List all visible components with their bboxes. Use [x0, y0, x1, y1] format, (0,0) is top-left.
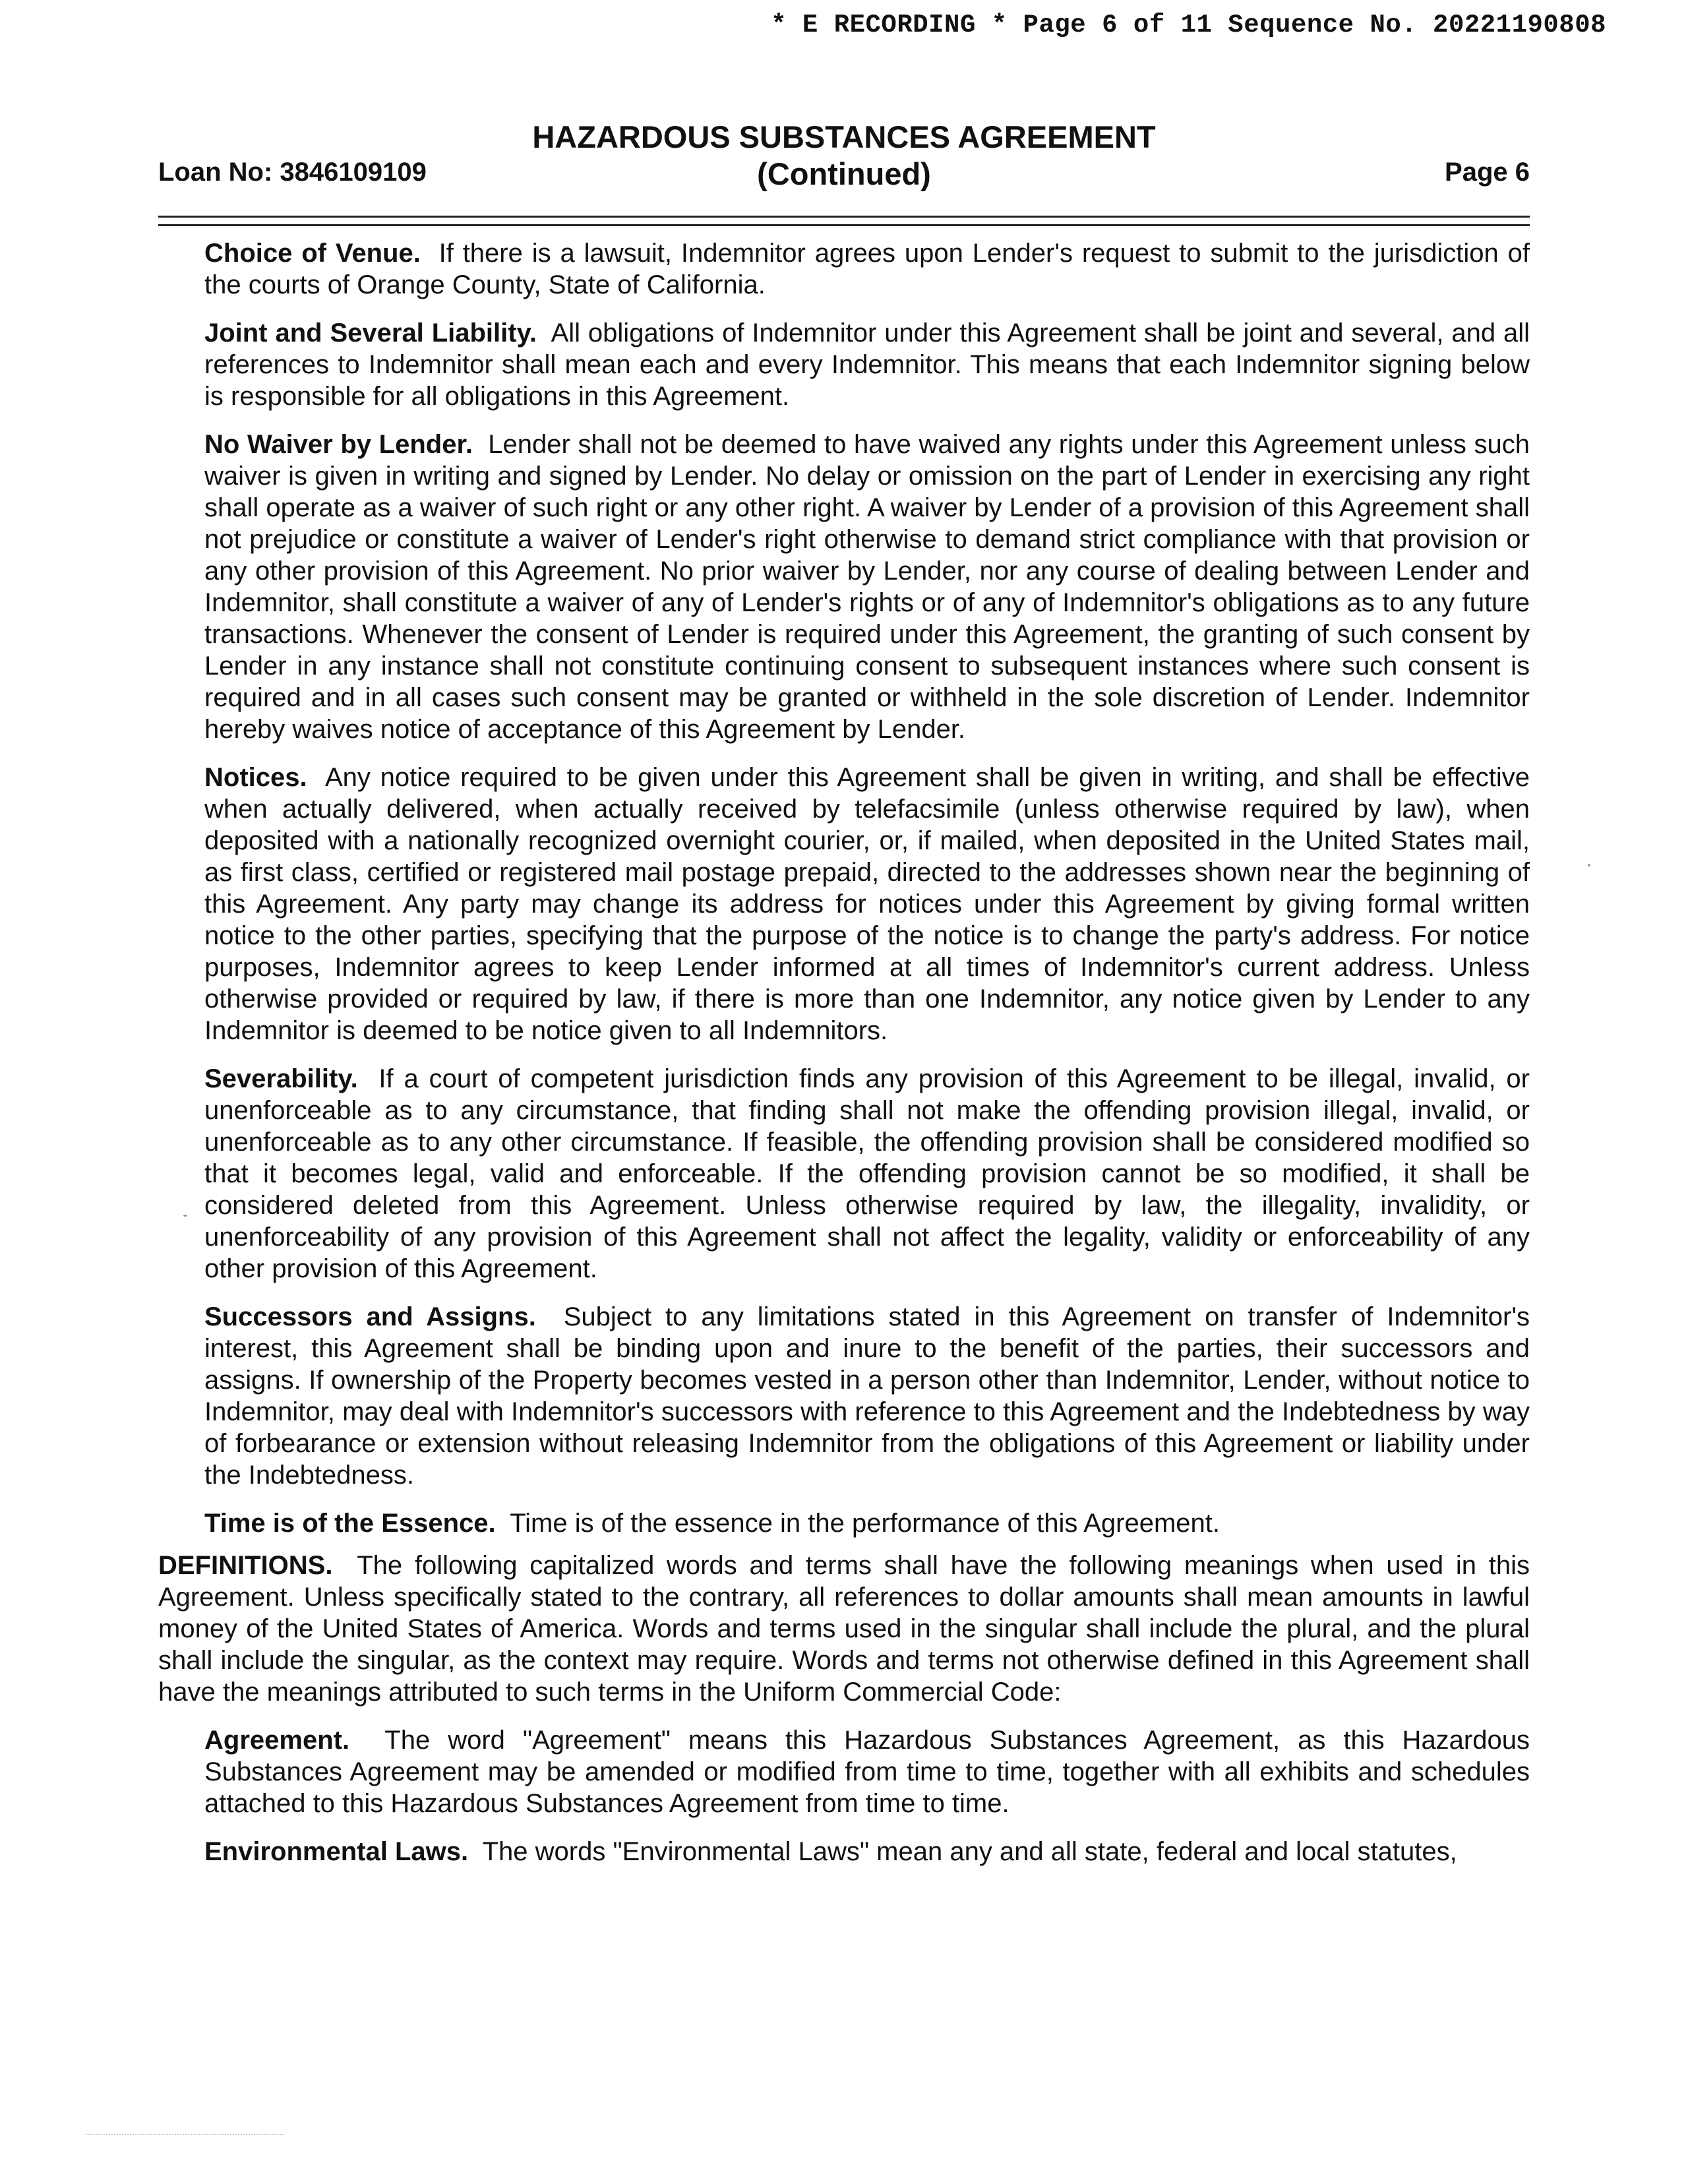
loan-number: Loan No: 3846109109: [158, 158, 427, 187]
section-heading: Notices.: [204, 763, 307, 792]
document-header: [158, 119, 1530, 193]
section-text: Any notice required to be given under this Agreement shall be given in writing, and shall be effective when actually delivered, when actually received by telefacsimile (unless otherwise required by law), when deposited with a nationally recognized overnight courier, or, if mailed, when deposited in the United States mail, as first class, certified or registered mail postage prepaid, directed to the addresses shown near the beginning of this Agreement. Any party may change its address for notices under this Agreement by giving formal written notice to the other parties, specifying that the purpose of the notice is to change the party's address. For notice purposes, Indemnitor agrees to keep Lender informed at all times of Indemnitor's current address. Unless otherwise provided or required by law, if there is more than one Indemnitor, any notice given by Lender to any Indemnitor is deemed to be notice given to all Indemnitors.: [204, 763, 1530, 1045]
section-heading: Severability.: [204, 1064, 358, 1093]
section-successors-assigns: [204, 1301, 1530, 1491]
section-heading: Joint and Several Liability.: [204, 318, 537, 348]
section-text: If there is a lawsuit, Indemnitor agrees upon Lender's request to submit to the jurisdiction of the courts of Orange County, State of California.: [204, 239, 1530, 299]
section-heading: Time is of the Essence.: [204, 1509, 496, 1538]
section-text: Subject to any limitations stated in this Agreement on transfer of Indemnitor's interest, this Agreement shall be binding upon and inure to the benefit of the parties, their successors and assigns. If ownership of the Property becomes vested in a person other than Indemnitor, Lender, without notice to Indemnitor, may deal with Indemnitor's successors with reference to this Agreement and the Indebtedness by way of forbearance or extension without releasing Indemnitor from the obligations of this Agreement or liability under the Indebtedness.: [204, 1302, 1530, 1490]
section-text: All obligations of Indemnitor under this Agreement shall be joint and several, and all references to Indemnitor shall mean each and every Indemnitor. This means that each Indemnitor signing below is responsible for all obligations in this Agreement.: [204, 318, 1530, 411]
header-rule-bottom: [158, 224, 1530, 226]
section-text: Time is of the essence in the performance of this Agreement.: [510, 1509, 1221, 1538]
section-heading: No Waiver by Lender.: [204, 430, 473, 459]
section-no-waiver: [204, 429, 1530, 745]
section-heading: Successors and Assigns.: [204, 1302, 536, 1331]
section-notices: [204, 762, 1530, 1046]
section-severability: [204, 1063, 1530, 1285]
section-text: Lender shall not be deemed to have waived any rights under this Agreement unless such waiver is given in writing and signed by Lender. No delay or omission on the part of Lender in exercising any right shall operate as a waiver of such right or any other right. A waiver by Lender of a provision of this Agreement shall not prejudice or constitute a waiver of Lender's right otherwise to demand strict compliance with that provision or any other provision of this Agreement. No prior waiver by Lender, nor any course of dealing between Lender and Indemnitor, shall constitute a waiver of any of Lender's rights or of any of Indemnitor's obligations as to any future transactions. Whenever the consent of Lender is required under this Agreement, the granting of such consent by Lender in any instance shall not constitute continuing consent to subsequent instances where such consent is required and in all cases such consent may be granted or withheld in the sole discretion of Lender. Indemnitor hereby waives notice of acceptance of this Agreement by Lender.: [204, 430, 1530, 744]
definition-text: The words "Environmental Laws" mean any and all state, federal and local statutes,: [482, 1837, 1457, 1866]
definitions-text: The following capitalized words and terms shall have the following meanings when used in this Agreement. Unless specifically stated to the contrary, all references to dollar amounts shall mean amounts in lawful money of the United States of America. Words and terms used in the singular shall include the plural, and the plural shall include the singular, as the context may require. Words and terms not otherwise defined in this Agreement shall have the meanings attributed to such terms in the Uniform Commercial Code:: [158, 1551, 1530, 1707]
document-subtitle: (Continued): [757, 156, 931, 191]
title-block: [158, 119, 1530, 193]
document-title: HAZARDOUS SUBSTANCES AGREEMENT: [532, 119, 1156, 154]
definition-term: Environmental Laws.: [204, 1837, 469, 1866]
section-time-essence: [204, 1507, 1530, 1539]
definition-agreement: [204, 1724, 1530, 1819]
document-body: [158, 237, 1530, 1884]
scan-noise: [86, 2134, 284, 2138]
section-definitions: [158, 1550, 1530, 1708]
definitions-heading: DEFINITIONS.: [158, 1551, 333, 1580]
definition-text: The word "Agreement" means this Hazardous Substances Agreement, as this Hazardous Substances Agreement may be amended or modified from time to time, together with all exhibits and schedules attached to this Hazardous Substances Agreement from time to time.: [204, 1726, 1530, 1818]
section-text: If a court of competent jurisdiction finds any provision of this Agreement to be illegal, invalid, or unenforceable as to any circumstance, that finding shall not make the offending provision illegal, invalid, or unenforceable as to any other circumstance. If feasible, the offending provision shall be considered modified so that it becomes legal, valid and enforceable. If the offending provision cannot be so modified, it shall be considered deleted from this Agreement. Unless otherwise required by law, the illegality, invalidity, or unenforceability of any provision of this Agreement shall not affect the legality, validity or enforceability of any other provision of this Agreement.: [204, 1064, 1530, 1283]
section-choice-of-venue: [204, 237, 1530, 301]
definition-term: Agreement.: [204, 1726, 350, 1755]
scan-speck: [183, 1215, 187, 1217]
section-heading: Choice of Venue.: [204, 239, 421, 268]
scan-speck: [1588, 864, 1590, 866]
definition-environmental-laws: [204, 1836, 1530, 1867]
page-number: Page 6: [1445, 158, 1530, 187]
section-joint-several-liability: [204, 317, 1530, 412]
header-rule-top: [158, 216, 1530, 218]
recording-stamp: * E RECORDING * Page 6 of 11 Sequence No. 20221190808: [771, 11, 1606, 40]
